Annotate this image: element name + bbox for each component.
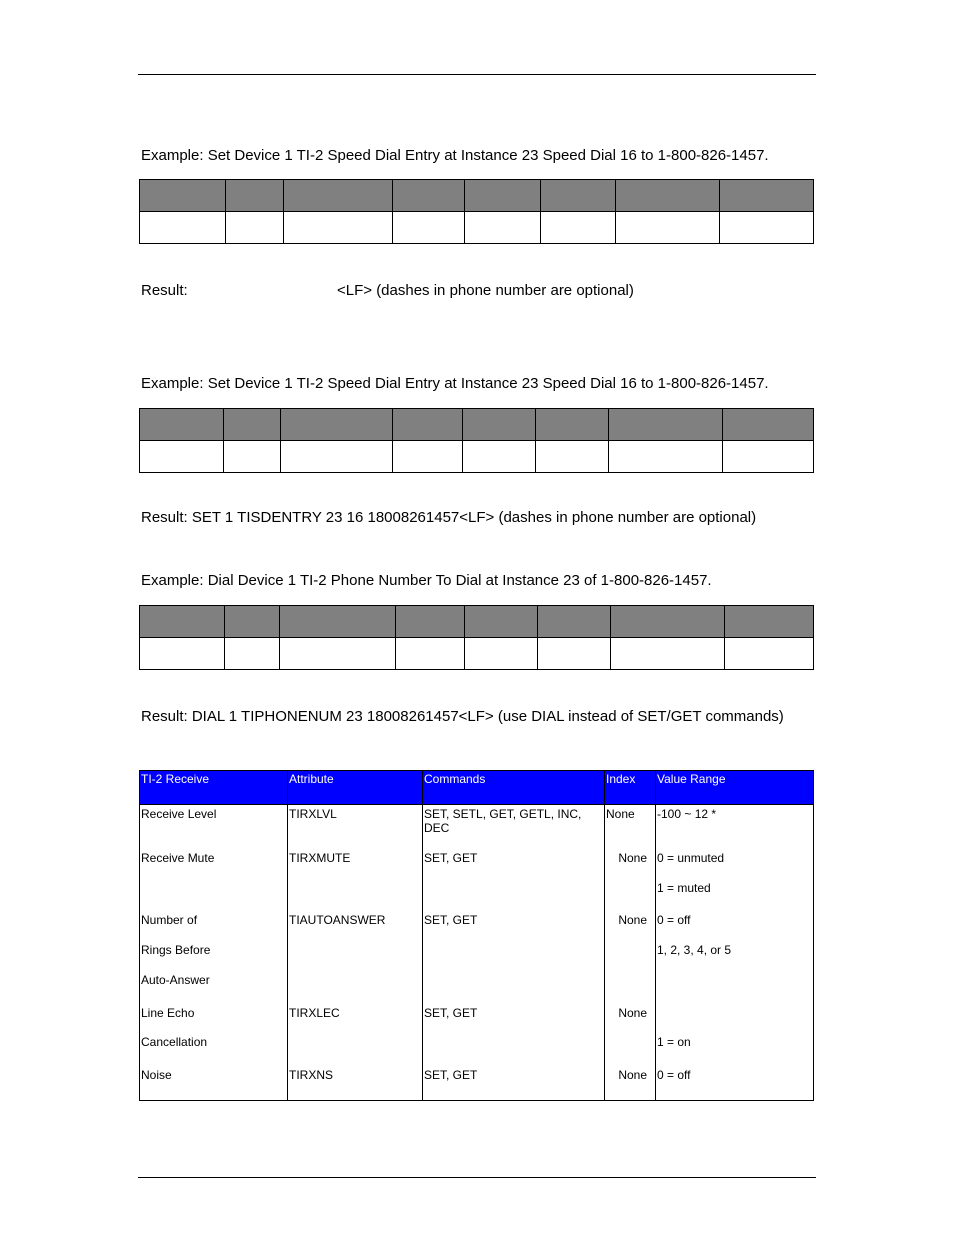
table-header-row [140,409,814,441]
example-3-table [139,605,814,670]
cell-receive [140,881,288,913]
cell-commands [423,1035,605,1068]
cell-index [605,973,656,1006]
table-row [140,1035,814,1068]
cell-index: None [605,1006,656,1035]
cell-attribute [288,973,423,1006]
cell-index: None [605,851,656,881]
cell-attribute: TIAUTOANSWER [288,913,423,943]
cell-index [605,1035,656,1068]
cell-receive: Rings Before [140,943,288,973]
cell-value-range: 0 = off [656,1068,814,1101]
table-row [140,913,814,943]
cell-receive: Auto-Answer [140,973,288,1006]
cell-value-range [656,973,814,1006]
example-2-text: Example: Set Device 1 TI-2 Speed Dial Entry at Instance 23 Speed Dial 16 to 1-800-826-1457. [141,375,769,392]
table-row [140,638,814,670]
table-row [140,881,814,913]
cell-receive: Noise [140,1068,288,1101]
cell-attribute [288,1035,423,1068]
cell-commands [423,881,605,913]
column-header-value-range: Value Range [656,771,814,805]
table-row [140,1068,814,1101]
cell-commands [423,973,605,1006]
ti2-receive-table [139,770,814,1101]
column-header-ti2-receive: TI-2 Receive [140,771,288,805]
header-rule [138,74,816,75]
cell-receive: Number of [140,913,288,943]
cell-value-range: -100 ~ 12 * [656,805,814,851]
cell-attribute [288,881,423,913]
example-1-result-text: <LF> (dashes in phone number are optional) [337,282,634,299]
cell-index: None [605,1068,656,1101]
cell-attribute: TIRXLVL [288,805,423,851]
footer-rule [138,1177,816,1178]
example-3-text: Example: Dial Device 1 TI-2 Phone Number To Dial at Instance 23 of 1-800-826-1457. [141,572,712,589]
cell-receive: Receive Mute [140,851,288,881]
example-1-text: Example: Set Device 1 TI-2 Speed Dial Entry at Instance 23 Speed Dial 16 to 1-800-826-1457. [141,147,769,164]
cell-commands: SET, GET [423,913,605,943]
example-1-table [139,179,814,244]
table-header-row [140,606,814,638]
cell-value-range: 0 = off [656,913,814,943]
example-3-result-text: Result: DIAL 1 TIPHONENUM 23 18008261457<LF> (use DIAL instead of SET/GET commands) [141,708,784,725]
cell-attribute: TIRXMUTE [288,851,423,881]
cell-index [605,881,656,913]
cell-receive: Line Echo [140,1006,288,1035]
table-row [140,805,814,851]
table-row [140,943,814,973]
table-row [140,973,814,1006]
cell-receive: Receive Level [140,805,288,851]
cell-value-range: 1 = muted [656,881,814,913]
table-row [140,1006,814,1035]
cell-value-range [656,1006,814,1035]
cell-attribute: TIRXLEC [288,1006,423,1035]
cell-value-range: 0 = unmuted [656,851,814,881]
column-header-index: Index [605,771,656,805]
ti2-receive-table-header [140,771,814,805]
cell-attribute [288,943,423,973]
column-header-commands: Commands [423,771,605,805]
table-row [140,851,814,881]
example-1-result-label: Result: [141,282,188,299]
cell-attribute: TIRXNS [288,1068,423,1101]
cell-value-range: 1 = on [656,1035,814,1068]
table-row [140,212,814,244]
cell-value-range: 1, 2, 3, 4, or 5 [656,943,814,973]
cell-index: None [605,805,656,851]
cell-commands: SET, GET [423,851,605,881]
cell-receive: Cancellation [140,1035,288,1068]
cell-index [605,943,656,973]
table-row [140,441,814,473]
cell-commands [423,943,605,973]
example-2-result-text: Result: SET 1 TISDENTRY 23 16 18008261457<LF> (dashes in phone number are optional) [141,509,757,526]
example-2-table [139,408,814,473]
column-header-attribute: Attribute [288,771,423,805]
cell-commands: SET, GET [423,1068,605,1101]
cell-index: None [605,913,656,943]
cell-commands: SET, GET [423,1006,605,1035]
table-header-row [140,180,814,212]
cell-commands: SET, SETL, GET, GETL, INC, DEC [423,805,605,851]
